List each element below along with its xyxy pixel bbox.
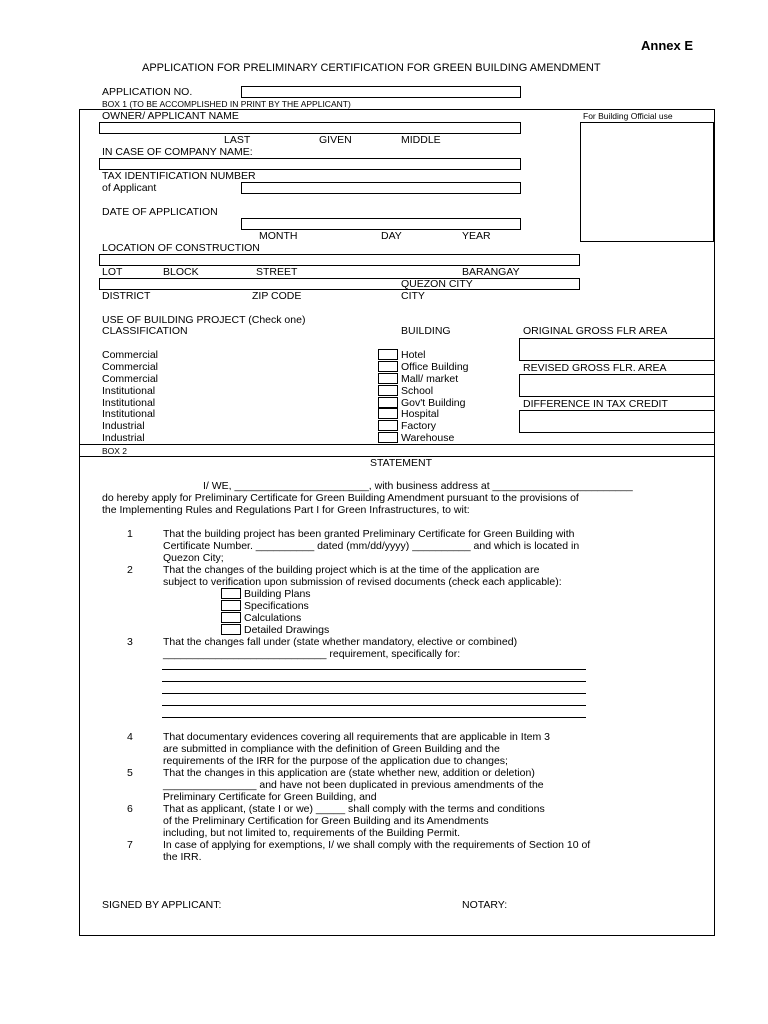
city-value: QUEZON CITY — [401, 278, 473, 290]
building-hotel: Hotel — [401, 349, 426, 361]
checkbox-mall[interactable] — [378, 373, 398, 384]
class-row-2: Commercial — [102, 361, 159, 373]
loc-city: CITY — [401, 290, 425, 302]
tin-field[interactable] — [241, 182, 521, 194]
checkbox-school[interactable] — [378, 385, 398, 396]
item-3-blank-line-3[interactable] — [162, 693, 586, 694]
official-use-label: For Building Official use — [583, 111, 673, 121]
item-4-line-2: are submitted in compliance with the definition of Green Building and the — [163, 743, 500, 755]
signed-label: SIGNED BY APPLICANT: — [102, 899, 222, 911]
checkbox-hospital[interactable] — [378, 408, 398, 419]
item-4-number: 4 — [127, 731, 133, 743]
date-part-day: DAY — [381, 230, 402, 242]
checkbox-building-plans[interactable] — [221, 588, 241, 599]
doc-detailed-drawings: Detailed Drawings — [244, 624, 330, 636]
building-school: School — [401, 385, 434, 397]
tin-label-2: of Applicant — [102, 182, 157, 194]
class-row-6: Institutional — [102, 408, 156, 420]
original-area-field[interactable] — [519, 338, 715, 361]
item-7-line-2: the IRR. — [163, 851, 202, 863]
name-part-middle: MIDDLE — [401, 134, 441, 146]
checkbox-calculations[interactable] — [221, 612, 241, 623]
item-5-line-3: Preliminary Certificate for Green Building, and — [163, 791, 377, 803]
loc-district: DISTRICT — [102, 290, 151, 302]
classification-label: CLASSIFICATION — [102, 325, 188, 337]
item-5-line-2: ________________ and have not been duplicated in previous amendments of the — [163, 779, 544, 791]
building-mall: Mall/ market — [401, 373, 459, 385]
checkbox-office[interactable] — [378, 361, 398, 372]
application-no-label: APPLICATION NO. — [102, 86, 193, 98]
location-field-2[interactable] — [99, 278, 580, 290]
class-row-1: Commercial — [102, 349, 159, 361]
difference-field[interactable] — [519, 410, 715, 433]
revised-area-label: REVISED GROSS FLR. AREA — [523, 362, 667, 374]
location-label: LOCATION OF CONSTRUCTION — [102, 242, 260, 254]
date-field[interactable] — [241, 218, 521, 230]
box-divider — [79, 444, 715, 445]
class-row-7: Industrial — [102, 420, 145, 432]
loc-barangay: BARANGAY — [462, 266, 520, 278]
location-field-1[interactable] — [99, 254, 580, 266]
checkbox-detailed-drawings[interactable] — [221, 624, 241, 635]
building-label: BUILDING — [401, 325, 451, 337]
class-row-8: Industrial — [102, 432, 145, 444]
checkbox-govt[interactable] — [378, 397, 398, 408]
official-use-box — [580, 122, 714, 242]
owner-name-field[interactable] — [99, 122, 521, 134]
doc-calculations: Calculations — [244, 612, 302, 624]
loc-block: BLOCK — [163, 266, 199, 278]
date-part-year: YEAR — [462, 230, 491, 242]
checkbox-warehouse[interactable] — [378, 432, 398, 443]
box1-label: BOX 1 (TO BE ACCOMPLISHED IN PRINT BY THE APPLICANT) — [102, 99, 351, 109]
difference-label: DIFFERENCE IN TAX CREDIT — [523, 398, 668, 410]
item-4-line-3: requirements of the IRR for the purpose of the application due to changes; — [163, 755, 508, 767]
item-3-line-1: That the changes fall under (state whether mandatory, elective or combined) — [163, 636, 518, 648]
building-office: Office Building — [401, 361, 469, 373]
name-part-given: GIVEN — [319, 134, 352, 146]
tin-label: TAX IDENTIFICATION NUMBER — [102, 170, 256, 182]
intro-line-1: I/ WE, _______________________, with business address at ________________________ — [203, 480, 633, 492]
class-row-5: Institutional — [102, 397, 156, 409]
class-row-3: Commercial — [102, 373, 159, 385]
building-warehouse: Warehouse — [401, 432, 455, 444]
item-5-line-1: That the changes in this application are (state whether new, addition or deletion) — [163, 767, 535, 779]
application-no-field[interactable] — [241, 86, 521, 98]
checkbox-factory[interactable] — [378, 420, 398, 431]
intro-line-3: the Implementing Rules and Regulations Part I for Green Infrastructures, to wit: — [102, 504, 470, 516]
item-3-blank-line-1[interactable] — [162, 669, 586, 670]
checkbox-specifications[interactable] — [221, 600, 241, 611]
item-2-line-1: That the changes of the building project which is at the time of the application are — [163, 564, 540, 576]
revised-area-field[interactable] — [519, 374, 715, 397]
annex-label: Annex E — [641, 38, 694, 53]
item-1-number: 1 — [127, 528, 133, 540]
intro-line-2: do hereby apply for Preliminary Certificate for Green Building Amendment pursuant to the provisions of — [102, 492, 579, 504]
building-govt: Gov't Building — [401, 397, 466, 409]
item-2-line-2: subject to verification upon submission of revised documents (check each applicable): — [163, 576, 562, 588]
form-title: APPLICATION FOR PRELIMINARY CERTIFICATION FOR GREEN BUILDING AMENDMENT — [142, 62, 601, 74]
item-6-line-2: of the Preliminary Certification for Green Building and its Amendments — [163, 815, 489, 827]
item-1-line-1: That the building project has been granted Preliminary Certificate for Green Building with — [163, 528, 575, 540]
name-part-last: LAST — [224, 134, 251, 146]
item-1-line-2: Certificate Number. __________ dated (mm/dd/yyyy) __________ and which is located in — [163, 540, 580, 552]
item-3-blank-line-2[interactable] — [162, 681, 586, 682]
date-part-month: MONTH — [259, 230, 298, 242]
loc-zip: ZIP CODE — [252, 290, 302, 302]
item-1-line-3: Quezon City; — [163, 552, 224, 564]
item-2-number: 2 — [127, 564, 133, 576]
item-3-blank-line-5[interactable] — [162, 717, 586, 718]
item-3-number: 3 — [127, 636, 133, 648]
owner-label: OWNER/ APPLICANT NAME — [102, 110, 239, 122]
original-area-label: ORIGINAL GROSS FLR AREA — [523, 325, 668, 337]
item-6-line-1: That as applicant, (state I or we) _____ shall comply with the terms and conditions — [163, 803, 545, 815]
item-6-number: 6 — [127, 803, 133, 815]
item-7-number: 7 — [127, 839, 133, 851]
company-label: IN CASE OF COMPANY NAME: — [102, 146, 253, 158]
class-row-4: Institutional — [102, 385, 156, 397]
item-6-line-3: including, but not limited to, requirements of the Building Permit. — [163, 827, 461, 839]
item-3-line-2: ____________________________ requirement, specifically for: — [163, 648, 461, 660]
date-label: DATE OF APPLICATION — [102, 206, 218, 218]
loc-lot: LOT — [102, 266, 123, 278]
use-label: USE OF BUILDING PROJECT (Check one) — [102, 314, 306, 326]
item-3-blank-line-4[interactable] — [162, 705, 586, 706]
statement-title: STATEMENT — [370, 457, 433, 469]
doc-building-plans: Building Plans — [244, 588, 311, 600]
item-5-number: 5 — [127, 767, 133, 779]
doc-specifications: Specifications — [244, 600, 309, 612]
company-name-field[interactable] — [99, 158, 521, 170]
box2-label: BOX 2 — [102, 446, 128, 456]
loc-street: STREET — [256, 266, 298, 278]
notary-label: NOTARY: — [462, 899, 508, 911]
checkbox-hotel[interactable] — [378, 349, 398, 360]
item-4-line-1: That documentary evidences covering all requirements that are applicable in Item 3 — [163, 731, 550, 743]
building-hospital: Hospital — [401, 408, 439, 420]
building-factory: Factory — [401, 420, 437, 432]
item-7-line-1: In case of applying for exemptions, I/ we shall comply with the requirements of Section 10 of — [163, 839, 591, 851]
